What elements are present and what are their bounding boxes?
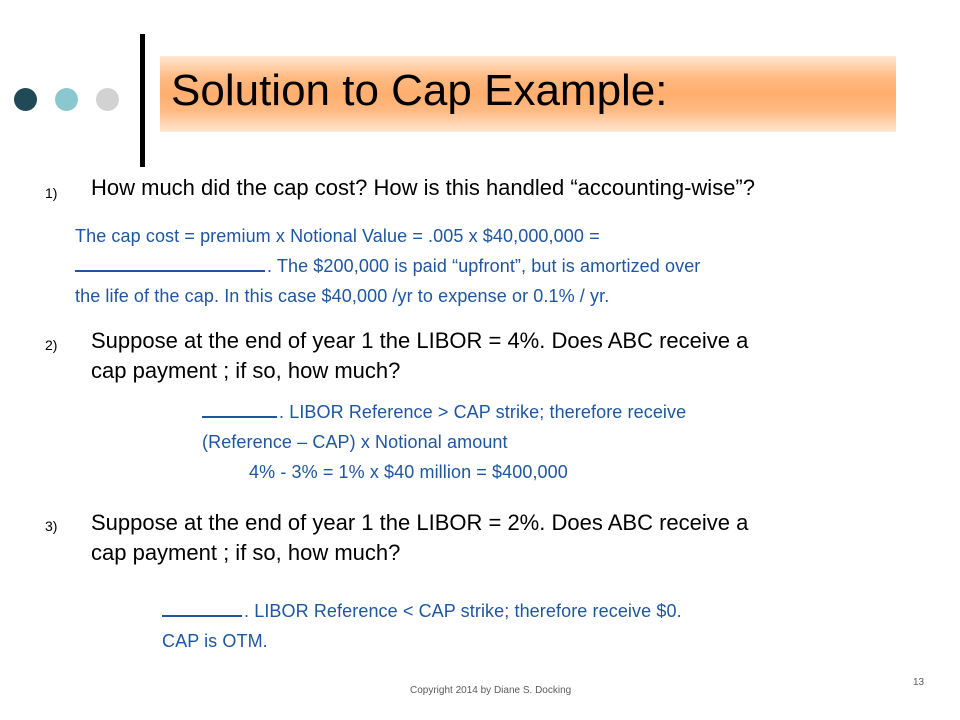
copyright-footer: Copyright 2014 by Diane S. Docking bbox=[410, 685, 572, 696]
page-number: 13 bbox=[913, 677, 925, 688]
title-divider-bar bbox=[140, 34, 145, 167]
answer-1-line-1: The cap cost = premium x Notional Value = .005 x $40,000,000 = bbox=[75, 226, 600, 246]
answer-blank bbox=[75, 252, 265, 272]
answer-3-line-2: CAP is OTM. bbox=[162, 631, 268, 651]
question-1-text: How much did the cap cost? How is this handled “accounting-wise”? bbox=[91, 175, 755, 200]
decorative-dot-gray bbox=[96, 88, 119, 111]
answer-blank bbox=[162, 597, 242, 617]
question-3-line-2: cap payment ; if so, how much? bbox=[91, 540, 401, 565]
decorative-dot-dark bbox=[14, 88, 37, 111]
question-3-line-1: Suppose at the end of year 1 the LIBOR = 2%. Does ABC receive a bbox=[91, 510, 749, 535]
answer-blank bbox=[202, 398, 277, 418]
decorative-dot-teal bbox=[55, 88, 78, 111]
answer-2-line-2: (Reference – CAP) x Notional amount bbox=[202, 432, 508, 452]
answer-2-line-1: . LIBOR Reference > CAP strike; therefore receive bbox=[202, 397, 686, 427]
question-2-line-2: cap payment ; if so, how much? bbox=[91, 358, 401, 383]
question-1-number: 1) bbox=[45, 185, 58, 201]
answer-3-line-1: . LIBOR Reference < CAP strike; therefore receive $0. bbox=[162, 596, 682, 626]
answer-1-line-2: . The $200,000 is paid “upfront”, but is amortized over bbox=[75, 251, 700, 281]
question-2-number: 2) bbox=[45, 337, 58, 353]
question-3-number: 3) bbox=[45, 518, 58, 534]
slide-title: Solution to Cap Example: bbox=[171, 66, 668, 115]
answer-2-line-3: 4% - 3% = 1% x $40 million = $400,000 bbox=[249, 462, 568, 482]
answer-1-line-3: the life of the cap. In this case $40,000 /yr to expense or 0.1% / yr. bbox=[75, 286, 610, 306]
question-2-line-1: Suppose at the end of year 1 the LIBOR = 4%. Does ABC receive a bbox=[91, 328, 749, 353]
